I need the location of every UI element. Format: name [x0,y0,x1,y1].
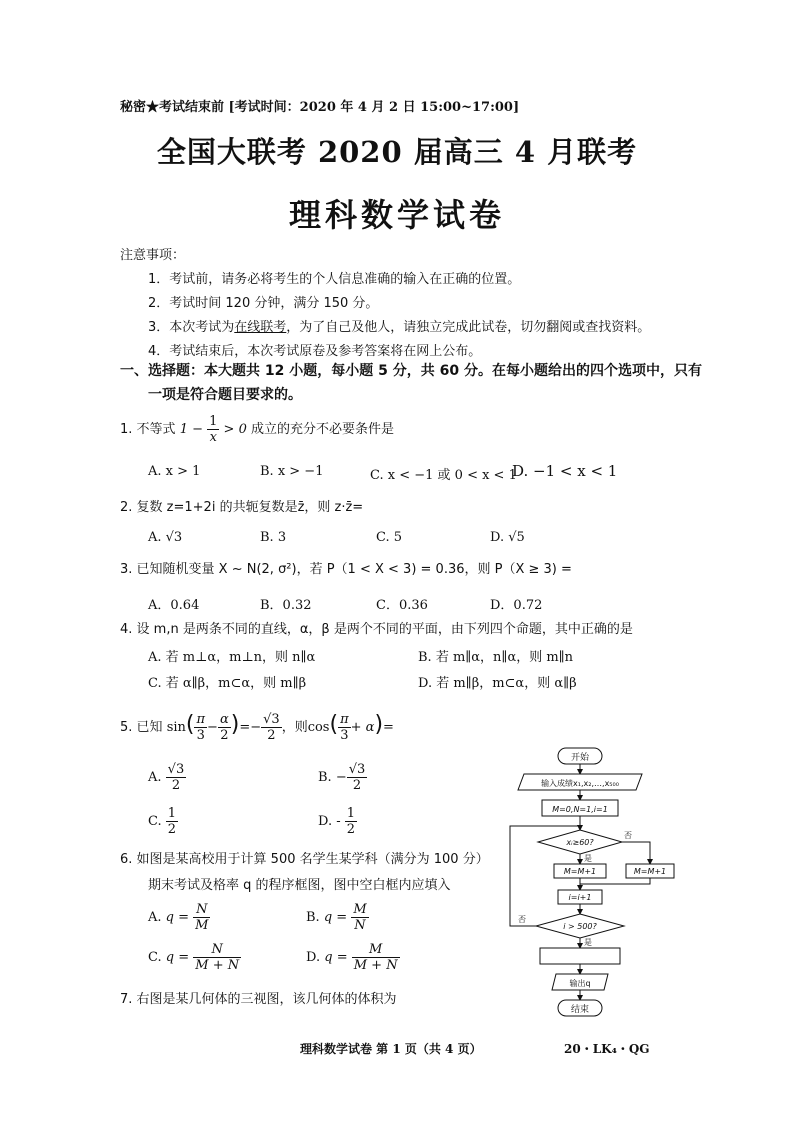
notice-item-3 [148,316,650,335]
q5-two: 2 [220,728,229,743]
flow-yes1-label: 是 [584,854,592,863]
flow-decision1-label: xᵢ≥60? [566,838,594,847]
q5-pi: π [196,712,206,727]
flow-init-label: M=0,N=1,i=1 [552,805,608,814]
q5-alpha: α [219,712,229,727]
q2-option-b: B. 3 [260,530,287,545]
q5-two-2: 2 [267,728,276,743]
question-6-line2: 期末考试及格率 q 的程序框图，图中空白框内应填入 [148,878,451,893]
q3-option-c: C．0.36 [376,598,428,613]
q1-frac-num: 1 [209,414,218,429]
flow-no1-label: 否 [624,831,632,840]
q6-option-d-den: M + N [353,958,398,973]
q5-cos: cos [307,720,330,735]
flow-no2-label: 否 [518,915,526,924]
q5-paren-close-2: ) [374,712,384,737]
flow-blank-box [540,948,620,964]
q2-option-a: A. √3 [148,530,183,545]
q3-option-d: D．0.72 [490,598,543,613]
q6-option-b-num: M [353,902,367,917]
q6-option-a-lhs: q = [165,910,190,925]
q6-option-c-label: C. [148,950,162,965]
q5-option-b-den: 2 [352,778,362,793]
q5-option-a [148,762,186,793]
q5-option-d-label: D. - [318,814,341,829]
q5-option-b-sign: − [335,770,347,785]
q5-eq-2: = [383,720,394,735]
q1-pre: 1. 不等式 [120,422,176,437]
flow-output-label: 输出q [569,979,591,988]
q6-option-a [148,902,210,933]
flow-end-label: 结束 [570,1005,590,1015]
q6-option-d [306,942,400,973]
q1-option-d: D. −1 < x < 1 [512,462,618,480]
q6-option-a-num: N [193,902,210,918]
q5-frac-pi3 [194,712,207,743]
q6-option-c-den: M + N [195,958,240,973]
q5-option-c [148,806,178,837]
q2-option-c: C. 5 [376,530,403,545]
notice-item-4: 4．考试结束后，本次考试原卷及参考答案将在网上公布。 [148,344,482,359]
q5-option-a-den: 2 [171,778,181,793]
q3-option-b: B．0.32 [260,598,312,613]
q6-option-a-frac [193,902,210,933]
notice-heading: 注意事项： [120,248,186,263]
q5-then: ，则 [281,720,308,735]
q5-pi-2: π [340,712,349,727]
q5-frac-sqrt3 [261,712,282,743]
exam-subtitle: 理科数学试卷 [288,196,505,234]
q1-post: 成立的充分不必要条件是 [250,422,394,437]
q6-option-b-frac [351,902,368,933]
q6-option-b [306,902,369,933]
question-7-stem: 7. 右图是某几何体的三视图，该几何体的体积为 [120,992,397,1007]
q5-paren-close: ) [230,712,240,737]
q1-option-b: B. x > −1 [260,464,324,479]
flow-stepm-label: M=M+1 [563,867,597,876]
q5-option-a-label: A. [148,770,162,785]
section-heading-cont: 一项是符合题目要求的。 [148,387,302,403]
q6-option-b-lhs: q = [323,910,348,925]
q5-option-c-frac [166,806,178,837]
q5-eq: = [239,720,251,735]
q5-minus-2: − [250,720,262,735]
q5-option-b-frac [347,762,368,793]
q3-option-a: A．0.64 [148,598,200,613]
question-6-line1: 6. 如图是某高校用于计算 500 名学生某学科（满分为 100 分） [120,852,489,867]
q6-option-c-num: N [193,942,241,958]
q5-option-d-den: 2 [346,822,356,837]
flow-stepn-label: M=M+1 [633,867,667,876]
q5-option-a-num: √3 [167,762,185,777]
q4-option-a: A. 若 m⊥α，m⊥n，则 n∥α [148,650,316,665]
q5-option-c-label: C. [148,814,162,829]
exam-time-note: 秘密★考试结束前 [考试时间：2020 年 4 月 2 日 15:00~17:00] [120,100,520,115]
question-1-stem [120,414,394,445]
q5-option-b-label: B. [318,770,332,785]
q5-pre: 5. 已知 [120,720,163,735]
q6-option-d-label: D. [306,950,321,965]
q6-option-b-den: N [354,918,366,933]
q6-option-a-den: M [195,918,209,933]
q6-option-b-label: B. [306,910,320,925]
exam-title: 全国大联考 2020 届高三 4 月联考 [156,135,638,169]
q5-option-d-frac [345,806,357,837]
q6-option-d-num: M [352,942,400,958]
q1-option-a: A. x > 1 [148,464,201,479]
q1-frac-den: x [209,430,217,445]
q5-option-c-den: 2 [167,822,177,837]
notice-item-2: 2．考试时间 120 分钟，满分 150 分。 [148,296,379,311]
q5-sin: sin [166,720,186,735]
question-4-stem: 4. 设 m,n 是两条不同的直线，α，β 是两个不同的平面，由下列四个命题，其中正确的是 [120,622,633,637]
notice-item-3-pre: 3．本次考试为 [148,320,235,335]
q6-option-d-lhs: q = [324,950,348,965]
notice-item-1: 1．考试前，请务必将考生的个人信息准确的输入在正确的位置。 [148,272,521,287]
question-3-stem: 3. 已知随机变量 X ~ N(2, σ²)，若 P（1 < X < 3) = 0.36，则 P（X ≥ 3) = [120,562,572,577]
question-2-stem: 2. 复数 z=1+2i 的共轭复数是z̄，则 z·z̄= [120,500,364,515]
q5-option-d-num: 1 [346,806,356,821]
online-exam-link: 在线联考 [234,320,287,335]
q5-three-2: 3 [340,728,349,743]
q5-frac-alpha2 [218,712,231,743]
exam-code: 20・LK₄・QG [564,1042,650,1056]
q1-fraction [207,414,219,445]
q5-option-b-num: √3 [348,762,366,777]
q5-option-b [318,762,367,793]
flow-decision2-label: i > 500? [563,922,597,931]
flow-yes2-label: 是 [584,938,592,947]
q1-expr-b: > 0 [223,422,247,437]
q5-option-a-frac [166,762,187,793]
q5-paren-open-2: ( [329,712,339,737]
q5-plus-alpha: + α [350,720,375,735]
q1-option-c: C. x < −1 或 0 < x < 1 [370,468,517,483]
q5-option-c-num: 1 [167,806,177,821]
q4-option-b: B. 若 m∥α，n∥α，则 m∥n [418,650,574,665]
q5-paren-open: ( [185,712,195,737]
q5-three: 3 [196,728,205,743]
program-flowchart [500,740,690,1022]
q5-option-d [318,806,357,837]
q6-option-a-label: A. [148,910,162,925]
q5-minus: − [207,720,218,735]
q6-option-c-lhs: q = [165,950,190,965]
q6-option-c [148,942,241,973]
q5-frac-pi3-2 [338,712,351,743]
section-heading: 一、选择题：本大题共 12 小题，每小题 5 分，共 60 分。在每小题给出的四个选项中，只有 [120,363,702,379]
q4-option-d: D. 若 m∥β，m⊂α，则 α∥β [418,676,577,691]
flow-input-label: 输入成绩x₁,x₂,…,x₅₀₀ [541,779,619,788]
q1-expr-a: 1 − [179,422,203,437]
flow-start-label: 开始 [570,753,590,763]
q6-option-c-frac [193,942,241,973]
q5-sqrt3: √3 [263,712,280,727]
question-5-stem [120,712,394,743]
flow-increment-label: i=i+1 [568,893,592,902]
q2-option-d: D. √5 [490,530,525,545]
notice-item-3-post: ，为了自己及他人，请独立完成此试卷，切勿翻阅或查找资料。 [286,320,651,335]
q6-option-d-frac [352,942,400,973]
q4-option-c: C. 若 α∥β，m⊂α，则 m∥β [148,676,307,691]
page-footer: 理科数学试卷 第 1 页（共 4 页） [300,1042,482,1056]
